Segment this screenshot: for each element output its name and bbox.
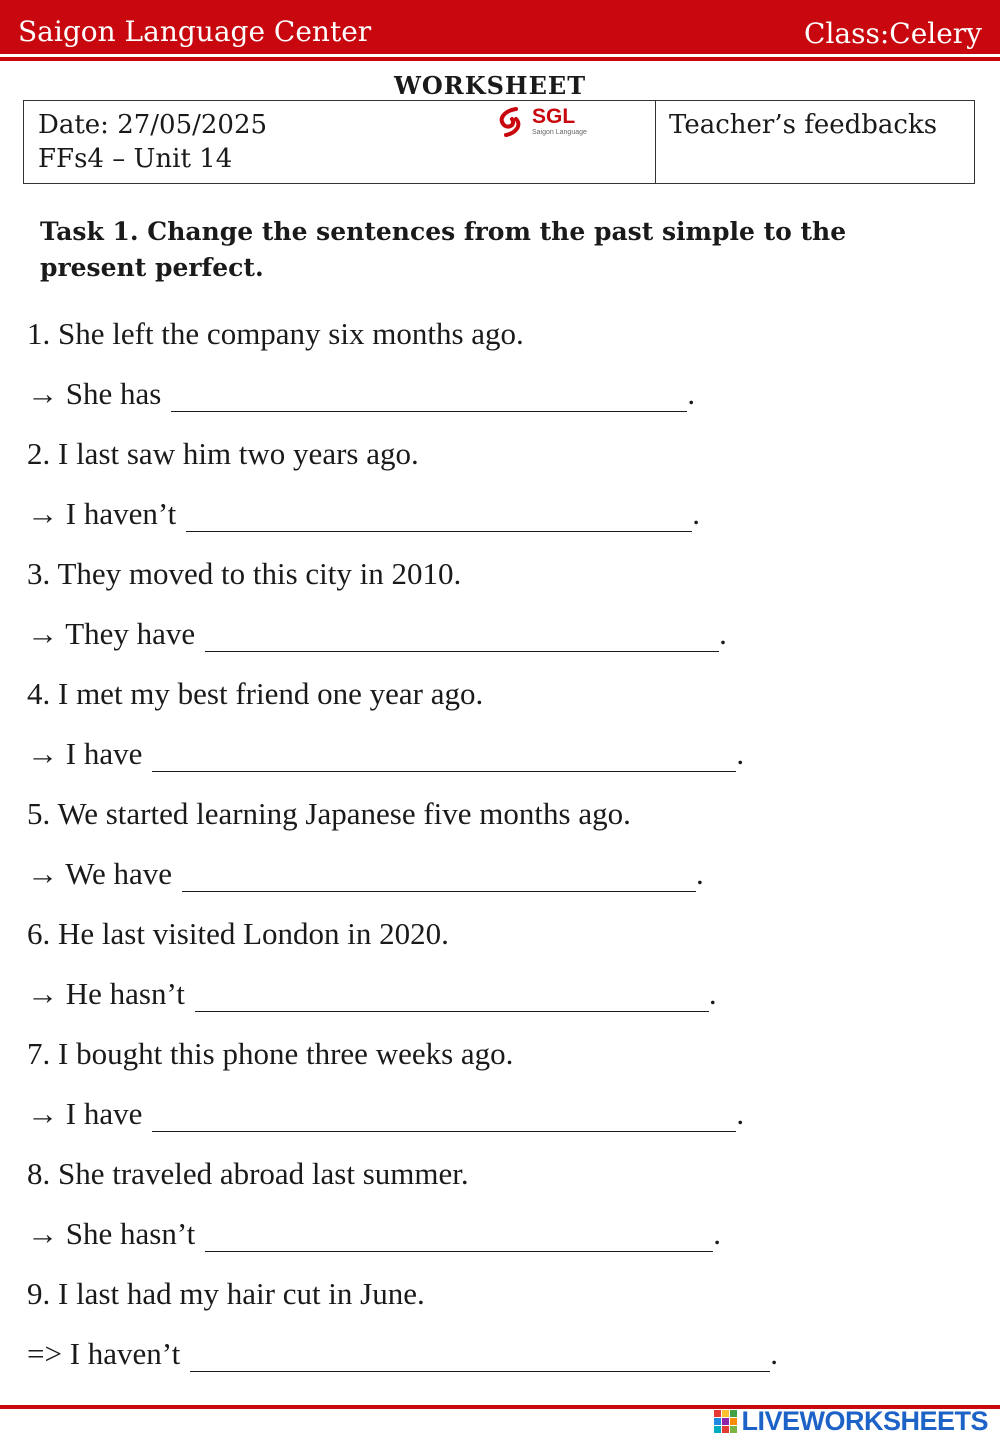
question-3: 3. They moved to this city in 2010. bbox=[27, 556, 462, 591]
answer-prompt-6: → He hasn’t bbox=[27, 976, 185, 1011]
answer-blank-5[interactable] bbox=[182, 861, 696, 892]
center-name: Saigon Language Center bbox=[18, 15, 372, 48]
answer-prompt-8: → She hasn’t bbox=[27, 1216, 196, 1251]
answer-prompt-2: → I haven’t bbox=[27, 496, 177, 531]
answer-prompt-7: → I have bbox=[27, 1096, 143, 1131]
answer-blank-8[interactable] bbox=[205, 1221, 713, 1252]
class-name: Class:Celery bbox=[804, 17, 982, 50]
answer-line-4: → I have . bbox=[27, 736, 745, 771]
feedback-label: Teacher’s feedbacks bbox=[669, 110, 938, 140]
question-5: 5. We started learning Japanese five months ago. bbox=[27, 796, 631, 831]
answer-blank-9[interactable] bbox=[190, 1341, 770, 1372]
header-divider bbox=[0, 57, 1000, 61]
answer-prompt-1: → She has bbox=[27, 376, 162, 411]
question-4: 4. I met my best friend one year ago. bbox=[27, 676, 484, 711]
answer-line-1: → She has . bbox=[27, 376, 696, 411]
answer-blank-6[interactable] bbox=[195, 981, 709, 1012]
answer-prompt-9: => I haven’t bbox=[27, 1336, 181, 1371]
liveworksheets-grid-icon bbox=[714, 1410, 737, 1433]
info-divider bbox=[655, 101, 656, 183]
answer-line-2: → I haven’t . bbox=[27, 496, 700, 531]
answer-line-5: → We have . bbox=[27, 856, 704, 891]
date-label: Date: 27/05/2025 bbox=[38, 110, 268, 140]
answer-line-7: → I have . bbox=[27, 1096, 745, 1131]
question-9: 9. I last had my hair cut in June. bbox=[27, 1276, 425, 1311]
logo-subtext: Saigon Language bbox=[532, 129, 587, 136]
liveworksheets-logo bbox=[714, 1404, 988, 1438]
info-box bbox=[23, 100, 975, 184]
task-instruction: Task 1. Change the sentences from the past simple to the present perfect. bbox=[40, 217, 847, 282]
answer-line-8: → She hasn’t . bbox=[27, 1216, 721, 1251]
question-2: 2. I last saw him two years ago. bbox=[27, 436, 419, 471]
answer-blank-3[interactable] bbox=[205, 621, 719, 652]
question-8: 8. She traveled abroad last summer. bbox=[27, 1156, 469, 1191]
answer-blank-1[interactable] bbox=[171, 381, 687, 412]
answer-blank-2[interactable] bbox=[186, 501, 692, 532]
liveworksheets-text: LIVEWORKSHEETS bbox=[741, 1405, 988, 1436]
question-6: 6. He last visited London in 2020. bbox=[27, 916, 449, 951]
answer-line-9: => I haven’t . bbox=[27, 1336, 778, 1371]
unit-label: FFs4 – Unit 14 bbox=[38, 144, 233, 174]
header-bar bbox=[0, 0, 1000, 54]
answer-prompt-5: → We have bbox=[27, 856, 172, 891]
answer-line-3: → They have . bbox=[27, 616, 727, 651]
answer-blank-4[interactable] bbox=[152, 741, 736, 772]
sgl-swirl-icon bbox=[494, 105, 528, 139]
question-1: 1. She left the company six months ago. bbox=[27, 316, 524, 351]
worksheet-title: WORKSHEET bbox=[393, 71, 587, 100]
answer-line-6: → He hasn’t . bbox=[27, 976, 717, 1011]
answer-prompt-4: → I have bbox=[27, 736, 143, 771]
logo-text: SGL bbox=[532, 105, 576, 128]
answer-blank-7[interactable] bbox=[152, 1101, 736, 1132]
sgl-logo bbox=[494, 105, 594, 141]
question-7: 7. I bought this phone three weeks ago. bbox=[27, 1036, 514, 1071]
answer-prompt-3: → They have bbox=[27, 616, 196, 651]
